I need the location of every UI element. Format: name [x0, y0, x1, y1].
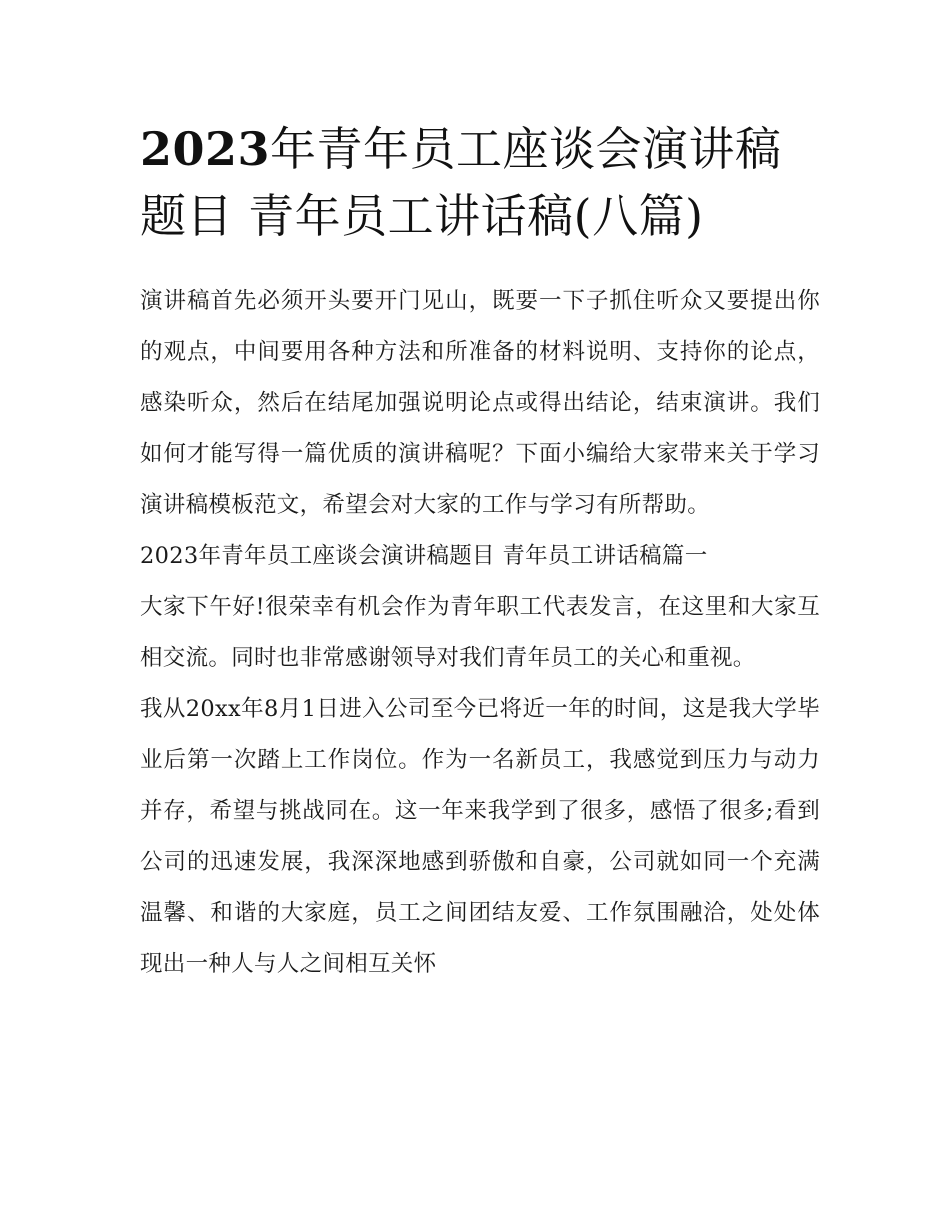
intro-paragraph: 演讲稿首先必须开头要开门见山，既要一下子抓住听众又要提出你的观点，中间要用各种方法和所准备的材料说明、支持你的论点，感染听众，然后在结尾加强说明论点或得出结论，结束演讲。我们如何才能写得一篇优质的演讲稿呢？下面小编给大家带来关于学习演讲稿模板范文，希望会对大家的工作与学习有所帮助。: [140, 288, 820, 518]
document-title: [140, 116, 820, 250]
greeting-paragraph: 大家下午好!很荣幸有机会作为青年职工代表发言，在这里和大家互相交流。同时也非常感谢领导对我们青年员工的关心和重视。: [140, 594, 820, 671]
document-body: [140, 276, 820, 990]
section-heading: 2023年青年员工座谈会演讲稿题目 青年员工讲话稿篇一: [140, 543, 708, 569]
title-year: 2023: [140, 122, 271, 176]
experience-paragraph: 我从20xx年8月1日进入公司至今已将近一年的时间，这是我大学毕业后第一次踏上工作岗位。作为一名新员工，我感觉到压力与动力并存，希望与挑战同在。这一年来我学到了很多，感悟了很多;看到公司的迅速发展，我深深地感到骄傲和自豪，公司就如同一个充满温馨、和谐的大家庭，员工之间团结友爱、工作氛围融洽，处处体现出一种人与人之间相互关怀: [140, 696, 820, 977]
title-text: 年青年员工座谈会演讲稿题目 青年员工讲话稿(八篇): [140, 122, 782, 243]
